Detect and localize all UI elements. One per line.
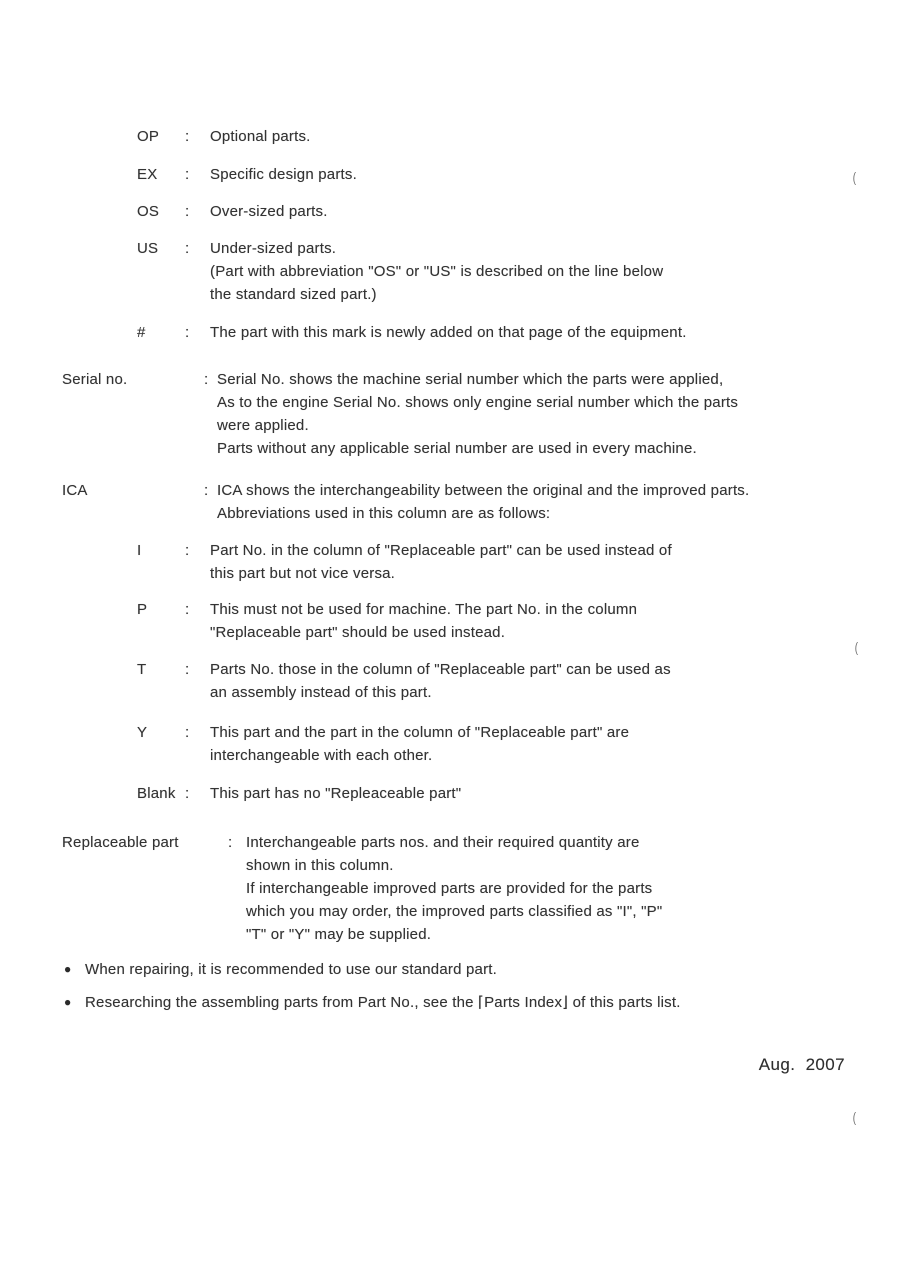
term-label: Blank — [137, 785, 176, 802]
ica-code-blank — [0, 782, 909, 805]
term-description — [210, 782, 909, 805]
bullet-icon: ● — [64, 995, 72, 1009]
colon-separator: : — [185, 203, 190, 220]
term-description — [210, 658, 909, 704]
description-line: Under-sized parts. — [210, 240, 337, 257]
description-line: Over-sized parts. — [210, 203, 328, 220]
term-description — [246, 831, 909, 946]
footnote-text: When repairing, it is recommended to use our standard part. — [85, 961, 498, 978]
description-line: "Replaceable part" should be used instead. — [210, 624, 506, 641]
scan-artifact: ( — [852, 1109, 857, 1125]
ica-code-i — [0, 539, 909, 585]
legend-entry-hash — [0, 321, 909, 344]
term-description — [210, 539, 909, 585]
term-label: EX — [137, 166, 158, 183]
ica-code-y — [0, 721, 909, 767]
legend-entry-op — [0, 125, 909, 148]
legend-entry-replaceable-part — [0, 831, 909, 946]
term-description — [210, 237, 909, 306]
legend-entry-ica — [0, 479, 909, 525]
colon-separator: : — [185, 601, 190, 618]
colon-separator: : — [185, 128, 190, 145]
term-label: ICA — [62, 482, 88, 499]
term-description — [210, 721, 909, 767]
description-line: "T" or "Y" may be supplied. — [246, 926, 432, 943]
legend-entry-us — [0, 237, 909, 306]
description-line: Part No. in the column of "Replaceable part" can be used instead of — [210, 542, 672, 559]
description-line: were applied. — [217, 417, 309, 434]
term-label: OP — [137, 128, 160, 145]
scan-artifact: ( — [854, 639, 859, 655]
description-line: The part with this mark is newly added on that page of the equipment. — [210, 324, 687, 341]
description-line: the standard sized part.) — [210, 286, 377, 303]
colon-separator: : — [185, 724, 190, 741]
description-line: This part has no "Repleaceable part" — [210, 785, 462, 802]
ica-code-p — [0, 598, 909, 644]
description-line: Abbreviations used in this column are as follows: — [217, 505, 551, 522]
revision-date: Aug. 2007 — [758, 1055, 845, 1074]
description-line: Optional parts. — [210, 128, 311, 145]
description-line: an assembly instead of this part. — [210, 684, 432, 701]
term-label: I — [137, 542, 142, 559]
term-description — [217, 479, 909, 525]
bullet-icon: ● — [64, 962, 72, 976]
description-line: interchangeable with each other. — [210, 747, 433, 764]
description-line: Parts without any applicable serial number are used in every machine. — [217, 440, 697, 457]
colon-separator: : — [228, 834, 233, 851]
term-description — [210, 321, 909, 344]
description-line: This part and the part in the column of "Replaceable part" are — [210, 724, 630, 741]
term-description — [210, 125, 909, 148]
description-line: ICA shows the interchangeability between the original and the improved parts. — [217, 482, 750, 499]
term-label: # — [137, 324, 146, 341]
term-label: Y — [137, 724, 148, 741]
colon-separator: : — [204, 371, 209, 388]
description-line: If interchangeable improved parts are provided for the parts — [246, 880, 653, 897]
description-line: this part but not vice versa. — [210, 565, 396, 582]
term-label: T — [137, 661, 147, 678]
description-line: Interchangeable parts nos. and their required quantity are — [246, 834, 640, 851]
colon-separator: : — [204, 482, 209, 499]
term-description — [217, 368, 909, 460]
legend-entry-os — [0, 200, 909, 223]
term-description — [210, 598, 909, 644]
footnote-standard-part — [0, 958, 909, 981]
term-label: OS — [137, 203, 160, 220]
colon-separator: : — [185, 661, 190, 678]
ica-code-t — [0, 658, 909, 704]
footnote-text: Researching the assembling parts from Part No., see the ⌈Parts Index⌋ of this parts list. — [85, 994, 681, 1011]
description-line: This must not be used for machine. The part No. in the column — [210, 601, 638, 618]
term-description — [210, 163, 909, 186]
description-line: Specific design parts. — [210, 166, 357, 183]
scan-artifact: ( — [852, 169, 857, 185]
colon-separator: : — [185, 324, 190, 341]
footnote-parts-index — [0, 991, 909, 1014]
legend-entry-serial-no — [0, 368, 909, 460]
colon-separator: : — [185, 785, 190, 802]
legend-entry-ex — [0, 163, 909, 186]
colon-separator: : — [185, 542, 190, 559]
description-line: As to the engine Serial No. shows only engine serial number which the parts — [217, 394, 739, 411]
description-line: which you may order, the improved parts classified as "I", "P" — [246, 903, 663, 920]
term-label: Replaceable part — [62, 834, 179, 851]
term-label: US — [137, 240, 159, 257]
term-description — [210, 200, 909, 223]
description-line: (Part with abbreviation "OS" or "US" is described on the line below — [210, 263, 664, 280]
colon-separator: : — [185, 166, 190, 183]
description-line: Parts No. those in the column of "Replaceable part" can be used as — [210, 661, 671, 678]
term-label: P — [137, 601, 148, 618]
description-line: Serial No. shows the machine serial number which the parts were applied, — [217, 371, 724, 388]
colon-separator: : — [185, 240, 190, 257]
term-label: Serial no. — [62, 371, 128, 388]
description-line: shown in this column. — [246, 857, 394, 874]
